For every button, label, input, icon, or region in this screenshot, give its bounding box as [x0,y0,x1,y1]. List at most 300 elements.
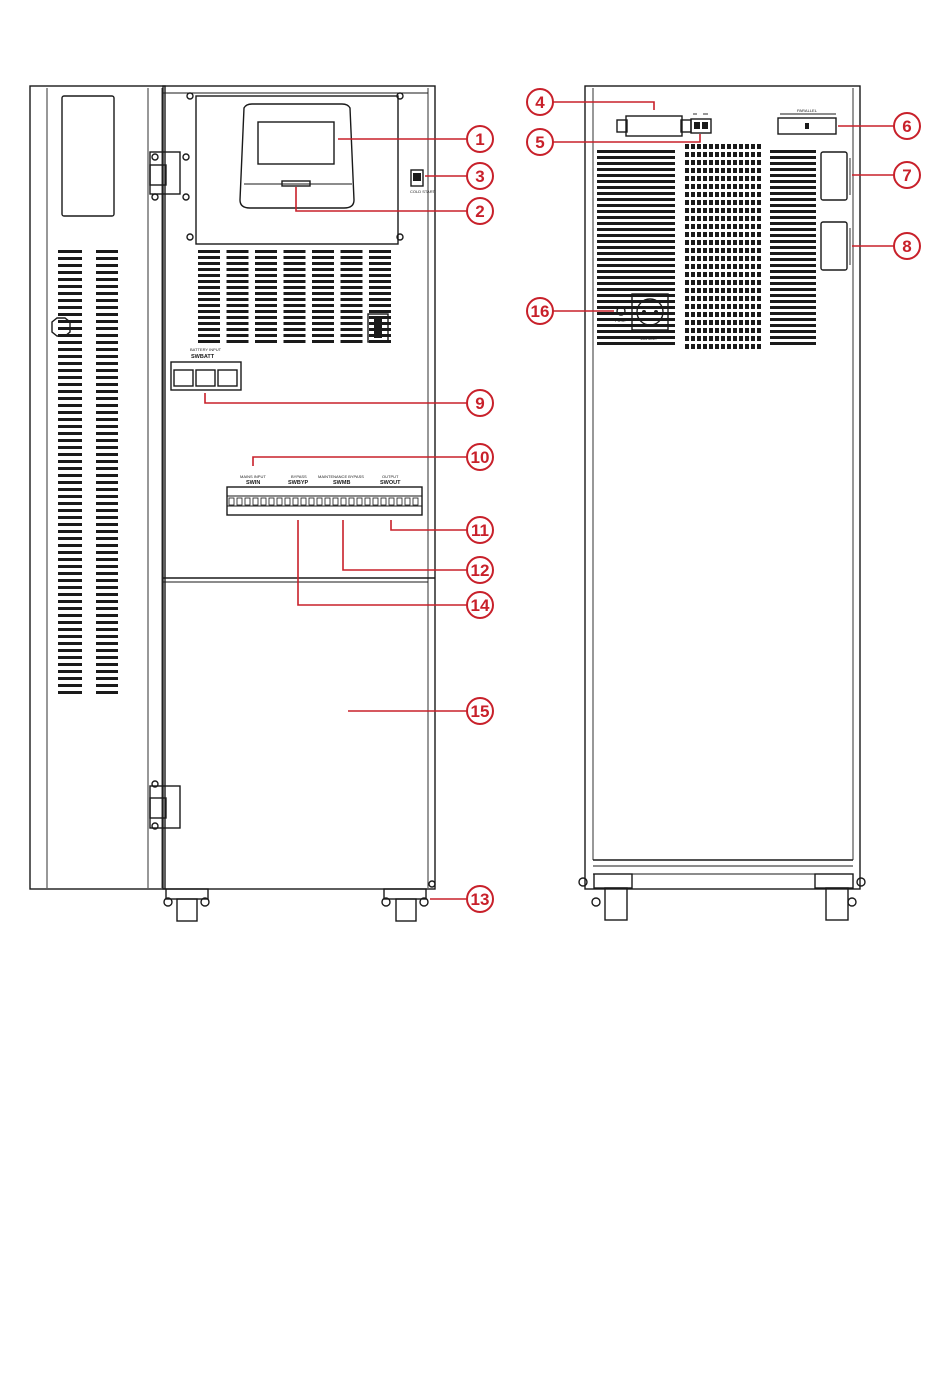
socket-label: 16A MAX [640,336,657,341]
rear-grid-cell [751,208,755,213]
rear-grid-cell [751,304,755,309]
rear-grid-cell [691,192,695,197]
door-vent-slot [96,593,118,596]
rear-grid-cell [697,272,701,277]
rear-grid-cell [709,312,713,317]
rear-grid-cell [745,264,749,269]
callout-14 [467,592,493,618]
rear-grid-cell [739,280,743,285]
door-vent-slot [58,432,82,435]
rear-grid-cell [745,328,749,333]
front-vent-slot [284,256,306,259]
rear-grid-cell [703,328,707,333]
front-vent-slot [341,316,363,319]
rear-grid-cell [757,240,761,245]
rear-grid-cell [703,184,707,189]
rear-grid-cell [721,272,725,277]
door-vent-slot [96,523,118,526]
rear-vent-slot [597,192,675,195]
rear-vent-slot [597,204,675,207]
rear-grid-cell [745,296,749,301]
rear-grid-cell [757,336,761,341]
door-vent-slot [58,390,82,393]
door-vent-slot [58,404,82,407]
rear-grid-cell [721,216,725,221]
rear-grid-cell [733,280,737,285]
door-vent-slot [58,264,82,267]
front-vent-slot [284,334,306,337]
rear-grid-cell [733,272,737,277]
front-vent-slot [312,250,334,253]
rear-grid-cell [757,256,761,261]
rear-vent-slot [770,252,816,255]
rear-grid-cell [709,288,713,293]
rear-grid-cell [757,152,761,157]
rear-vent-slot [770,330,816,333]
breaker-pole [229,498,234,505]
rear-grid-cell [709,336,713,341]
door-vent-slot [58,425,82,428]
front-vent-slot [284,322,306,325]
breaker-pole [293,498,298,505]
rear-grid-cell [715,160,719,165]
rear-grid-cell [745,200,749,205]
rear-grid-cell [757,168,761,173]
rear-vent-slot [770,282,816,285]
rear-grid-cell [727,320,731,325]
door-vent-slot [96,327,118,330]
rear-grid-cell [727,240,731,245]
rear-grid-cell [751,280,755,285]
door-vent-slot [58,257,82,260]
door-vent-slot [96,558,118,561]
rear-grid-cell [685,224,689,229]
rear-comm-port [778,108,836,134]
rear-grid-cell [757,232,761,237]
rear-grid-cell [739,272,743,277]
rear-grid-cell [703,200,707,205]
door-vent-slot [96,537,118,540]
rear-grid-cell [709,152,713,157]
rear-grid-cell [721,288,725,293]
rear-ventilation-grid [685,144,761,349]
breaker-pole [245,498,250,505]
rear-grid-cell [721,168,725,173]
rear-grid-cell [745,224,749,229]
door-vent-slot [96,404,118,407]
door-vent-slot [58,558,82,561]
rear-grid-cell [733,304,737,309]
breaker-pole [373,498,378,505]
rear-grid-cell [709,232,713,237]
rear-grid-cell [745,160,749,165]
rear-grid-cell [685,168,689,173]
breaker-pole [269,498,274,505]
door-vent-slot [58,537,82,540]
rear-grid-cell [739,200,743,205]
rear-grid-cell [703,224,707,229]
callout-1-number: 1 [475,130,485,149]
rear-grid-cell [727,256,731,261]
front-vent-slot [312,256,334,259]
rear-grid-cell [733,160,737,165]
door-vent-slot [96,467,118,470]
rear-grid-cell [757,272,761,277]
front-vent-slot [198,268,220,271]
rear-grid-cell [697,184,701,189]
rear-grid-cell [691,296,695,301]
rear-grid-cell [703,240,707,245]
rear-grid-cell [715,184,719,189]
rear-grid-cell [757,160,761,165]
front-vent-slot [227,328,249,331]
rear-grid-cell [751,192,755,197]
rear-grid-cell [685,232,689,237]
rear-grid-cell [721,152,725,157]
door-vent-slot [58,278,82,281]
rear-grid-cell [727,280,731,285]
callout-7 [894,162,920,188]
door-vent-slot [58,313,82,316]
battery-switch-label: SWBATT [191,354,215,360]
rear-grid-cell [751,328,755,333]
rear-grid-cell [739,160,743,165]
front-vent-slot [227,334,249,337]
rear-grid-cell [727,344,731,349]
rear-grid-cell [745,344,749,349]
rear-grid-cell [727,264,731,269]
front-vent-slot [255,256,277,259]
rear-vent-slot [770,306,816,309]
front-vent-slot [227,304,249,307]
door-vent-slot [96,474,118,477]
front-vent-slot [284,328,306,331]
rear-vent-slot [770,300,816,303]
rear-left-caster [579,874,632,920]
rear-grid-cell [721,344,725,349]
rear-grid-cell [751,296,755,301]
lcd-screen [258,122,334,164]
rear-grid-cell [709,192,713,197]
rear-grid-cell [715,216,719,221]
rear-grid-cell [757,304,761,309]
front-vent-slot [312,262,334,265]
door-vent-slot [96,278,118,281]
door-vent-slot [96,691,118,694]
rear-grid-cell [721,160,725,165]
rear-grid-cell [697,240,701,245]
rear-grid-cell [757,200,761,205]
rear-grid-cell [733,200,737,205]
rear-vent-slot [597,162,675,165]
rear-grid-cell [721,296,725,301]
rear-grid-cell [697,176,701,181]
rear-grid-cell [733,256,737,261]
rear-grid-cell [703,256,707,261]
rear-grid-cell [703,304,707,309]
breaker-row [227,474,422,515]
rear-grid-cell [751,256,755,261]
front-vent-slot [312,304,334,307]
breaker-pole [413,498,418,505]
front-vent-slot [369,280,391,283]
rear-grid-cell [727,152,731,157]
rear-grid-cell [739,224,743,229]
front-vent-slot [198,274,220,277]
breaker-pole [357,498,362,505]
callout-3-number: 3 [475,167,485,186]
rear-grid-cell [733,312,737,317]
rear-grid-cell [685,288,689,293]
rear-card-slot-lower [821,222,850,270]
rear-grid-cell [757,296,761,301]
rear-grid-cell [697,192,701,197]
callout-7-number: 7 [902,166,912,185]
rear-grid-cell [715,144,719,149]
rear-grid-cell [697,248,701,253]
rear-grid-cell [733,152,737,157]
rear-grid-cell [709,160,713,165]
rear-grid-cell [745,176,749,181]
rear-right-caster [815,874,865,920]
rear-grid-cell [697,328,701,333]
rear-grid-cell [757,248,761,253]
rear-grid-cell [715,176,719,181]
rear-vent-slot [597,276,675,279]
rear-grid-cell [697,200,701,205]
front-vent-slot [255,310,277,313]
rear-grid-cell [691,240,695,245]
rear-grid-cell [685,216,689,221]
rear-grid-cell [709,320,713,325]
battery-switch [171,347,241,390]
rear-grid-cell [715,200,719,205]
door-vent-slot [96,621,118,624]
rear-grid-cell [691,312,695,317]
front-vent-slot [284,316,306,319]
callout-5 [527,129,553,155]
front-vent-slot [227,292,249,295]
rear-grid-cell [709,176,713,181]
rear-vent-slot [770,192,816,195]
door-vent-slot [58,285,82,288]
callout-16 [527,298,553,324]
rear-grid-cell [709,144,713,149]
door-vent-slot [58,600,82,603]
rear-grid-cell [709,248,713,253]
rear-grid-cell [739,216,743,221]
rear-vent-slot [597,222,675,225]
door-vent-slot [96,460,118,463]
rear-grid-cell [685,208,689,213]
rear-grid-cell [715,272,719,277]
rear-grid-cell [733,320,737,325]
front-vent-slot [341,292,363,295]
door-vent-slot [58,362,82,365]
door-vent-slot [96,411,118,414]
bypass-switch-label: SWBYP [288,480,309,486]
rear-grid-cell [739,312,743,317]
front-vent-slot [255,292,277,295]
rear-grid-cell [739,208,743,213]
rear-grid-cell [709,280,713,285]
rear-grid-cell [727,208,731,213]
rear-grid-cell [703,232,707,237]
rear-grid-cell [685,248,689,253]
door-vent-slot [96,320,118,323]
door-vent-slot [96,530,118,533]
front-vent-slot [227,316,249,319]
rear-grid-cell [685,192,689,197]
door-vent-slot [58,572,82,575]
rear-grid-cell [745,304,749,309]
rear-grid-cell [715,336,719,341]
rear-grid-cell [727,312,731,317]
callout-2 [467,198,493,224]
fuse-label: FUSE [615,318,626,323]
door-vent-slot [58,635,82,638]
leader-14 [298,520,467,605]
rear-grid-cell [685,320,689,325]
rear-grid-cell [691,216,695,221]
rear-grid-cell [757,264,761,269]
front-vent-slot [255,262,277,265]
rear-grid-cell [715,344,719,349]
rear-grid-cell [721,264,725,269]
rear-grid-cell [721,200,725,205]
door-vent-slot [58,677,82,680]
rear-grid-cell [691,224,695,229]
front-vent-slot [255,280,277,283]
rear-vent-slot [770,276,816,279]
front-vent-slot [255,304,277,307]
breaker-pole [365,498,370,505]
rear-grid-cell [691,168,695,173]
front-left-caster [164,889,209,921]
rear-grid-cell [697,256,701,261]
rear-grid-cell [727,336,731,341]
door-vent-slot [58,481,82,484]
callout-11 [467,517,493,543]
rear-grid-cell [751,144,755,149]
leader-11 [391,520,467,530]
breaker-pole [317,498,322,505]
door-vent-slot [96,614,118,617]
front-vent-slot [341,268,363,271]
door-vent-slot [58,411,82,414]
rear-grid-cell [721,184,725,189]
door-vent-slot [58,607,82,610]
rear-grid-cell [733,216,737,221]
rear-vent-slot [770,318,816,321]
rear-grid-cell [697,344,701,349]
front-vent-slot [369,268,391,271]
rear-grid-cell [697,168,701,173]
rear-grid-cell [739,288,743,293]
door-vent-slot [58,502,82,505]
door-vent-slot [58,523,82,526]
maint-caption: MAINTENANCE BYPASS [318,474,364,479]
rear-grid-cell [697,312,701,317]
rear-grid-cell [703,312,707,317]
rear-grid-cell [691,328,695,333]
rear-grid-cell [727,176,731,181]
rear-grid-cell [703,176,707,181]
rear-grid-cell [721,336,725,341]
rear-grid-cell [697,216,701,221]
door-vent-slot [58,383,82,386]
rear-grid-cell [757,328,761,333]
rear-vent-slot [770,186,816,189]
callout-9 [467,390,493,416]
rear-grid-cell [757,144,761,149]
callout-10-number: 10 [470,448,490,467]
front-vent-slot [284,292,306,295]
rear-grid-cell [727,200,731,205]
front-vent-slot [227,340,249,343]
breaker-pole [389,498,394,505]
callout-13-number: 13 [470,890,490,909]
rear-grid-cell [733,168,737,173]
door-vent-slot [58,670,82,673]
rear-grid-cell [703,288,707,293]
rear-grid-cell [685,336,689,341]
front-vent-slot [227,322,249,325]
rear-grid-cell [715,168,719,173]
breaker-pole [261,498,266,505]
door-vent-slot [58,642,82,645]
rear-grid-cell [715,192,719,197]
front-vent-slot [255,274,277,277]
door-vent-slot [58,663,82,666]
rear-grid-cell [685,200,689,205]
rear-vent-slot [770,324,816,327]
rear-vent-slot [770,228,816,231]
front-vent-slot [341,328,363,331]
door-vent-slot [96,432,118,435]
rear-grid-cell [691,320,695,325]
rear-grid-cell [709,328,713,333]
rear-grid-cell [727,184,731,189]
callout-leaders [205,102,894,899]
door-vent-slot [96,495,118,498]
rear-grid-cell [757,208,761,213]
breaker-pole [285,498,290,505]
door-vent-slot [96,376,118,379]
door-vent-slot [96,446,118,449]
led-indicator [282,181,310,186]
door-vent-slot [58,397,82,400]
rear-grid-cell [691,280,695,285]
rear-grid-cell [691,184,695,189]
rear-grid-cell [709,208,713,213]
rear-grid-cell [715,152,719,157]
rear-vent-slot [597,174,675,177]
front-vent-slot [227,298,249,301]
rear-vent-slot [597,228,675,231]
breaker-pole [397,498,402,505]
rear-grid-cell [751,216,755,221]
door-vent-slot [58,488,82,491]
front-vent-slot [341,274,363,277]
rear-vent-slot [597,210,675,213]
rear-grid-cell [685,184,689,189]
rear-grid-cell [703,248,707,253]
door-vent-slot [96,551,118,554]
rear-grid-cell [685,344,689,349]
front-vent-slot [198,256,220,259]
door-vent-slot [58,453,82,456]
